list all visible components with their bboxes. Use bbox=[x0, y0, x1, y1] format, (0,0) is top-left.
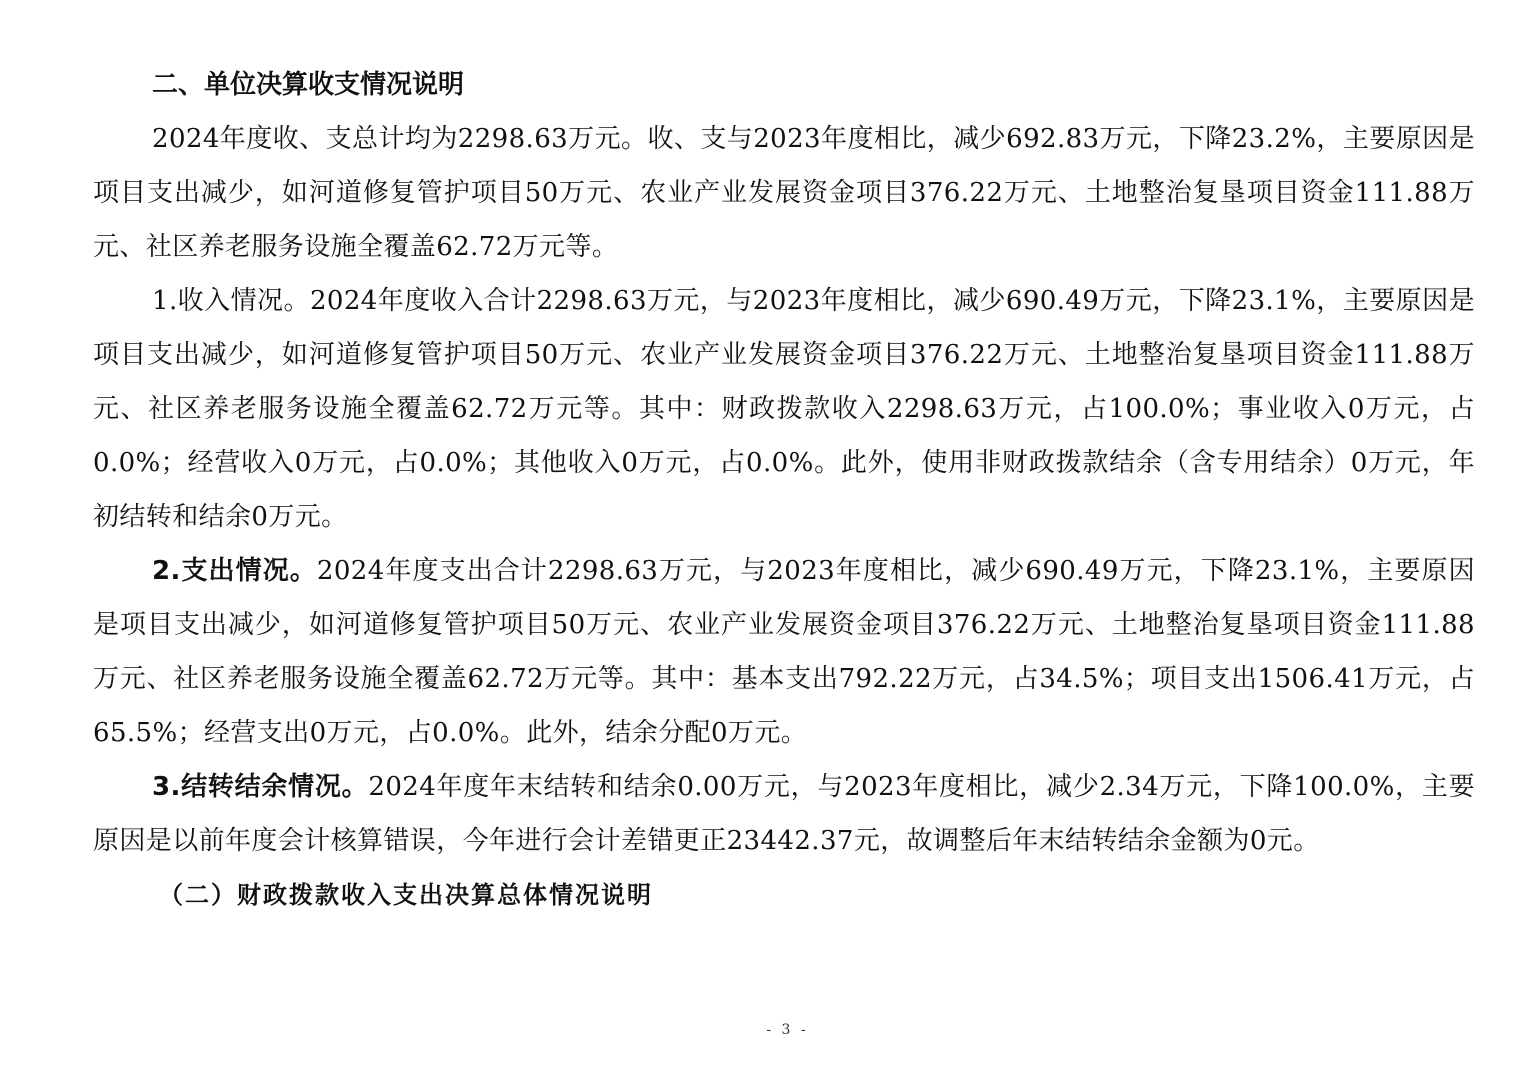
expense-body: 2024年度支出合计2298.63万元，与2023年度相比，减少690.49万元，下降23.1%，主要原因是项目支出减少，如河道修复管护项目50万元、农业产业发展资金项目376.22万元、土地整治复垦项目资金111.88万元、社区养老服务设施全覆盖62.72万元等。其中：基本支出792.22万元，占34.5%；项目支出1506.41万元，占65.5%；经营支出0万元，占0.0%。此外，结余分配0万元。 bbox=[93, 556, 1475, 748]
expense-paragraph bbox=[93, 544, 1475, 760]
section-heading: 二、单位决算收支情况说明 bbox=[152, 70, 465, 100]
document-body bbox=[93, 58, 1475, 922]
subsection-heading: （二）财政拨款收入支出决算总体情况说明 bbox=[159, 880, 653, 909]
page-number: - 3 - bbox=[766, 1022, 809, 1038]
balance-lead: 3.结转结余情况。 bbox=[152, 772, 369, 802]
balance-body: 2024年度年末结转和结余0.00万元，与2023年度相比，减少2.34万元，下降100.0%，主要原因是以前年度会计核算错误，今年进行会计差错更正23442.37元，故调整后年末结转结余金额为0元。 bbox=[93, 772, 1475, 856]
overview-paragraph: 2024年度收、支总计均为2298.63万元。收、支与2023年度相比，减少692.83万元，下降23.2%，主要原因是项目支出减少，如河道修复管护项目50万元、农业产业发展资金项目376.22万元、土地整治复垦项目资金111.88万元、社区养老服务设施全覆盖62.72万元等。 bbox=[93, 124, 1475, 262]
balance-paragraph bbox=[93, 760, 1475, 868]
income-paragraph: 1.收入情况。2024年度收入合计2298.63万元，与2023年度相比，减少690.49万元，下降23.1%，主要原因是项目支出减少，如河道修复管护项目50万元、农业产业发展资金项目376.22万元、土地整治复垦项目资金111.88万元、社区养老服务设施全覆盖62.72万元等。其中：财政拨款收入2298.63万元，占100.0%；事业收入0万元，占0.0%；经营收入0万元，占0.0%；其他收入0万元，占0.0%。此外，使用非财政拨款结余（含专用结余）0万元，年初结转和结余0万元。 bbox=[93, 286, 1475, 532]
expense-lead: 2.支出情况。 bbox=[152, 556, 317, 586]
